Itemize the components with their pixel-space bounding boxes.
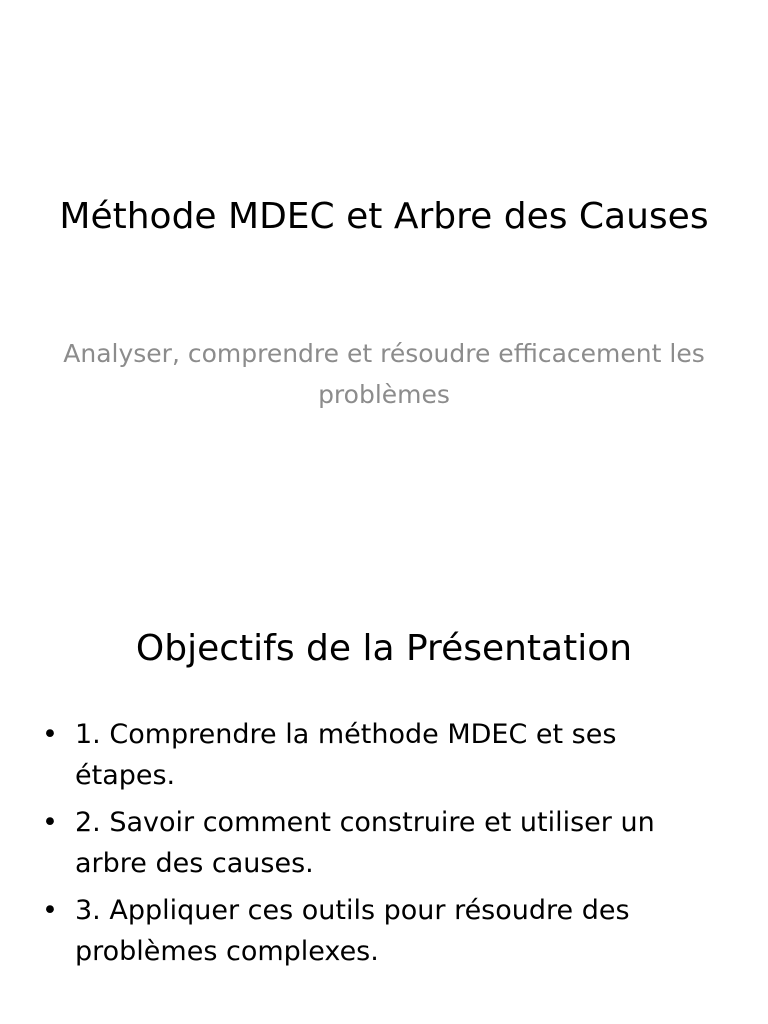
list-item-text: 3. Appliquer ces outils pour résoudre des problèmes complexes.: [75, 895, 630, 967]
bullet-list: [40, 714, 700, 978]
list-item: [40, 714, 700, 796]
slide-title: Méthode MDEC et Arbre des Causes: [59, 196, 709, 237]
list-item: [40, 890, 700, 972]
objectives-slide: [0, 576, 768, 1024]
bullet-icon: •: [42, 719, 58, 750]
list-item-text: 1. Comprendre la méthode MDEC et ses étapes.: [75, 719, 617, 791]
bullet-icon: •: [42, 807, 58, 838]
slide-title: Objectifs de la Présentation: [135, 628, 633, 669]
bullet-icon: •: [42, 895, 58, 926]
list-item: [40, 802, 700, 884]
slide-subtitle: Analyser, comprendre et résoudre efficacement les problèmes: [63, 339, 705, 409]
list-item-text: 2. Savoir comment construire et utiliser un arbre des causes.: [75, 807, 655, 879]
